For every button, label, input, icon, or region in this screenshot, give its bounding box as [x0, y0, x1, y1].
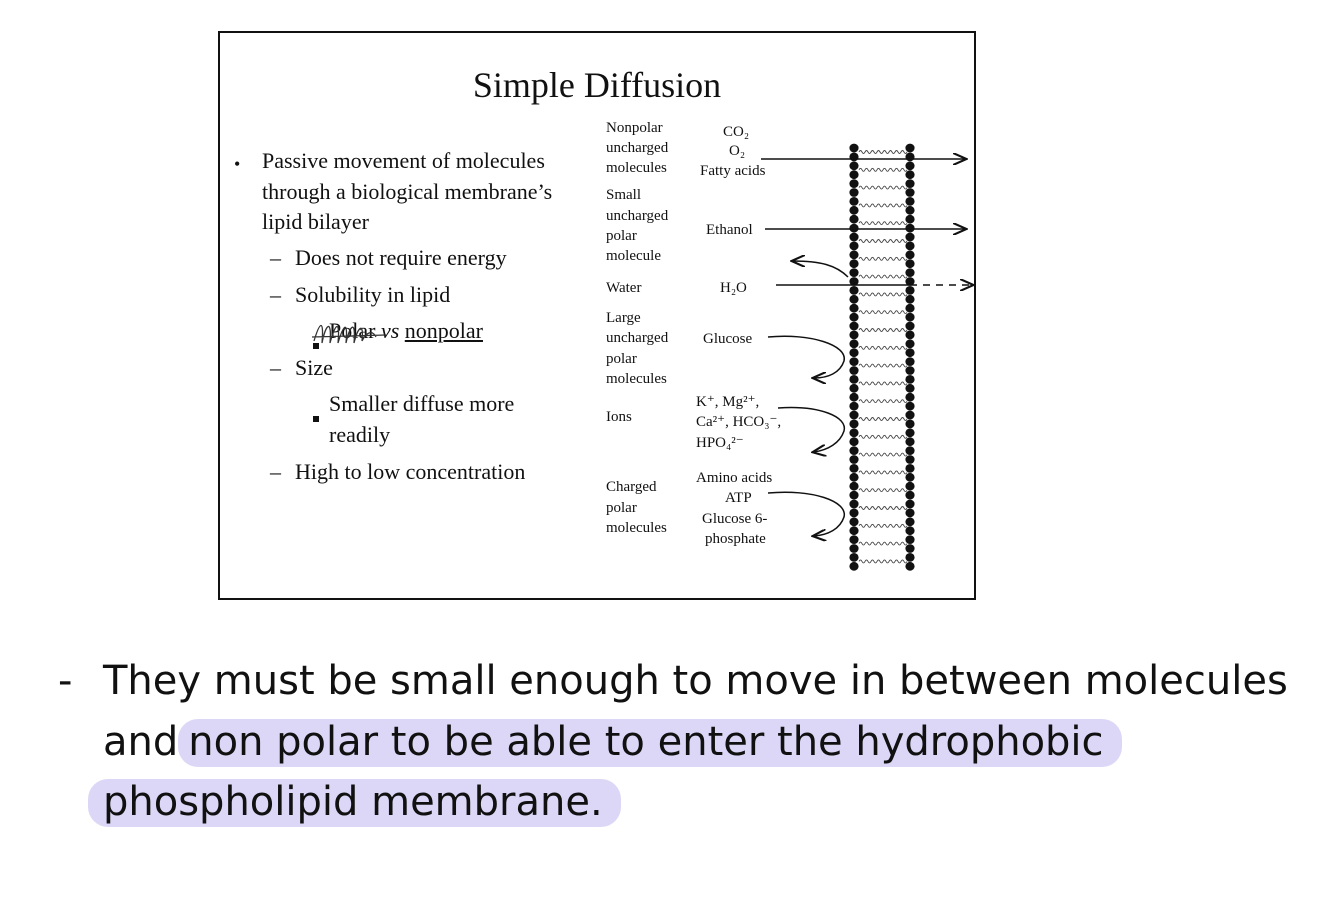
- phospholipid-head: [849, 161, 858, 170]
- phospholipid-head: [905, 535, 914, 544]
- arrow-blocked: [768, 336, 844, 378]
- phospholipid-tail: [859, 311, 907, 314]
- category-label: polar: [606, 228, 637, 244]
- phospholipid-tail: [859, 453, 907, 456]
- phospholipid-head: [905, 500, 914, 509]
- nonpolar-word: nonpolar: [404, 318, 483, 343]
- arrow-reflected: [793, 261, 848, 277]
- sub-bullet-text: Solubility in lipid: [295, 282, 451, 307]
- category-label: molecules: [606, 371, 667, 387]
- phospholipid-head: [849, 304, 858, 313]
- example-label: Glucose: [703, 331, 753, 347]
- phospholipid-head: [849, 268, 858, 277]
- phospholipid-head: [849, 224, 858, 233]
- phospholipid-head: [849, 553, 858, 562]
- category-label: molecules: [606, 520, 667, 536]
- phospholipid-head: [849, 144, 858, 153]
- phospholipid-head: [905, 313, 914, 322]
- sub-dash: –: [270, 282, 281, 307]
- phospholipid-head: [849, 153, 858, 162]
- phospholipid-head: [849, 491, 858, 500]
- note-highlight: phospholipid membrane.: [88, 779, 621, 827]
- sub-bullet-text: High to low concentration: [295, 459, 526, 484]
- phospholipid-head: [905, 259, 914, 268]
- phospholipid-head: [849, 437, 858, 446]
- phospholipid-head: [849, 526, 858, 535]
- phospholipid-head: [905, 509, 914, 518]
- subsub-bullet-text: readily: [329, 422, 391, 447]
- phospholipid-head: [849, 348, 858, 357]
- phospholipid-tail: [859, 435, 907, 438]
- category-label: Charged: [606, 479, 657, 495]
- phospholipid-head: [849, 170, 858, 179]
- category-label: Large: [606, 310, 641, 326]
- phospholipid-head: [905, 197, 914, 206]
- slide-title: Simple Diffusion: [472, 65, 722, 105]
- phospholipid-head: [849, 259, 858, 268]
- phospholipid-head: [905, 420, 914, 429]
- arrow-blocked: [778, 408, 844, 452]
- phospholipid-head: [905, 544, 914, 553]
- category-label: Ions: [606, 409, 632, 425]
- phospholipid-tail: [859, 542, 907, 545]
- phospholipid-head: [905, 526, 914, 535]
- category-label: Small: [606, 187, 642, 203]
- phospholipid-head: [849, 242, 858, 251]
- phospholipid-head: [905, 233, 914, 242]
- phospholipid-tail: [859, 240, 907, 243]
- phospholipid-head: [849, 446, 858, 455]
- category-label: molecules: [606, 160, 667, 176]
- phospholipid-head: [849, 384, 858, 393]
- phospholipid-head: [849, 562, 858, 571]
- phospholipid-head: [905, 206, 914, 215]
- phospholipid-head: [905, 517, 914, 526]
- note-line-2: [103, 712, 1122, 772]
- phospholipid-tail: [859, 382, 907, 385]
- phospholipid-head: [905, 411, 914, 420]
- phospholipid-head: [905, 473, 914, 482]
- phospholipid-head: [849, 420, 858, 429]
- phospholipid-head: [905, 384, 914, 393]
- example-label: K⁺, Mg²⁺,: [696, 394, 760, 410]
- phospholipid-head: [905, 268, 914, 277]
- sub-dash: –: [270, 245, 281, 270]
- example-label: ATP: [725, 490, 752, 506]
- phospholipid-head: [905, 153, 914, 162]
- category-label: polar: [606, 351, 637, 367]
- example-label: H₂O: [720, 280, 747, 296]
- phospholipid-head: [849, 411, 858, 420]
- phospholipid-head: [849, 473, 858, 482]
- example-label: HPO₄²⁻: [696, 435, 744, 451]
- phospholipid-head: [905, 375, 914, 384]
- phospholipid-tail: [859, 168, 907, 171]
- phospholipid-tail: [859, 524, 907, 527]
- phospholipid-head: [905, 295, 914, 304]
- note-line-3: [88, 772, 621, 832]
- example-label: O₂: [729, 143, 746, 159]
- note-plain-text: and: [103, 719, 179, 765]
- phospholipid-head: [905, 366, 914, 375]
- sub-bullet-text: Does not require energy: [295, 245, 507, 270]
- note-bullet: -: [58, 658, 73, 704]
- example-label: Glucose 6-: [702, 511, 768, 527]
- phospholipid-tail: [859, 204, 907, 207]
- example-label: Amino acids: [696, 470, 773, 486]
- polar-word: Polar: [329, 318, 376, 343]
- phospholipid-head: [849, 322, 858, 331]
- phospholipid-head: [905, 179, 914, 188]
- phospholipid-head: [849, 544, 858, 553]
- phospholipid-tail: [859, 471, 907, 474]
- phospholipid-head: [905, 562, 914, 571]
- phospholipid-head: [905, 464, 914, 473]
- example-label: Ca²⁺, HCO₃⁻,: [696, 414, 782, 430]
- phospholipid-head: [905, 402, 914, 411]
- phospholipid-head: [849, 455, 858, 464]
- phospholipid-tail: [859, 275, 907, 278]
- category-label: uncharged: [606, 330, 669, 346]
- phospholipid-tail: [859, 151, 907, 154]
- arrow-blocked: [768, 492, 844, 536]
- phospholipid-head: [849, 464, 858, 473]
- phospholipid-head: [905, 393, 914, 402]
- subsub-bullet-text: Smaller diffuse more: [329, 391, 515, 416]
- sub-bullet-text: Size: [295, 355, 333, 380]
- phospholipid-head: [905, 446, 914, 455]
- phospholipid-head: [849, 517, 858, 526]
- phospholipid-head: [849, 188, 858, 197]
- category-label: uncharged: [606, 140, 669, 156]
- phospholipid-head: [849, 509, 858, 518]
- phospholipid-tail: [859, 257, 907, 260]
- phospholipid-head: [849, 428, 858, 437]
- note-highlight: non polar to be able to enter the hydrophobic: [178, 719, 1121, 767]
- phospholipid-head: [905, 348, 914, 357]
- phospholipid-head: [905, 224, 914, 233]
- phospholipid-head: [905, 491, 914, 500]
- phospholipid-head: [905, 455, 914, 464]
- phospholipid-head: [849, 366, 858, 375]
- phospholipid-head: [849, 215, 858, 224]
- category-label: molecule: [606, 248, 661, 264]
- phospholipid-head: [905, 170, 914, 179]
- category-label: Water: [606, 280, 642, 296]
- phospholipid-tail: [859, 222, 907, 225]
- category-label: Nonpolar: [606, 120, 663, 136]
- phospholipid-head: [849, 482, 858, 491]
- note-line-1: They must be small enough to move in between molecules: [103, 658, 1288, 704]
- phospholipid-head: [849, 295, 858, 304]
- phospholipid-head: [905, 437, 914, 446]
- phospholipid-head: [849, 393, 858, 402]
- phospholipid-head: [905, 357, 914, 366]
- phospholipid-tail: [859, 489, 907, 492]
- phospholipid-head: [905, 553, 914, 562]
- phospholipid-head: [849, 331, 858, 340]
- phospholipid-head: [849, 402, 858, 411]
- example-label: CO₂: [723, 124, 750, 140]
- sub-dash: –: [270, 459, 281, 484]
- phospholipid-head: [849, 313, 858, 322]
- phospholipid-head: [849, 250, 858, 259]
- phospholipid-tail: [859, 418, 907, 421]
- phospholipid-head: [905, 331, 914, 340]
- phospholipid-head: [905, 304, 914, 313]
- phospholipid-tail: [859, 329, 907, 332]
- phospholipid-tail: [859, 364, 907, 367]
- vs-word: vs: [380, 318, 400, 343]
- phospholipid-head: [849, 206, 858, 215]
- example-label: phosphate: [705, 531, 766, 547]
- phospholipid-head: [849, 233, 858, 242]
- phospholipid-head: [905, 188, 914, 197]
- phospholipid-head: [905, 322, 914, 331]
- phospholipid-head: [849, 286, 858, 295]
- bullet-text: lipid bilayer: [262, 209, 369, 234]
- phospholipid-head: [849, 197, 858, 206]
- lipid-bilayer: [849, 144, 914, 571]
- phospholipid-head: [905, 250, 914, 259]
- phospholipid-tail: [859, 507, 907, 510]
- phospholipid-tail: [859, 560, 907, 563]
- phospholipid-head: [849, 535, 858, 544]
- phospholipid-head: [905, 242, 914, 251]
- slide: [218, 31, 976, 600]
- phospholipid-head: [849, 375, 858, 384]
- phospholipid-head: [905, 144, 914, 153]
- bullet-text: through a biological membrane’s: [262, 179, 553, 204]
- phospholipid-head: [905, 215, 914, 224]
- phospholipid-tail: [859, 346, 907, 349]
- phospholipid-tail: [859, 293, 907, 296]
- phospholipid-head: [849, 357, 858, 366]
- example-label: Ethanol: [706, 222, 753, 238]
- membrane-diagram: [220, 33, 978, 602]
- category-label: uncharged: [606, 208, 669, 224]
- phospholipid-tail: [859, 186, 907, 189]
- phospholipid-head: [849, 179, 858, 188]
- example-label: Fatty acids: [700, 163, 766, 179]
- category-label: polar: [606, 500, 637, 516]
- bullet-dot: •: [234, 154, 241, 174]
- phospholipid-head: [849, 500, 858, 509]
- phospholipid-head: [849, 339, 858, 348]
- bullet-text: Passive movement of molecules: [262, 148, 545, 173]
- phospholipid-head: [905, 339, 914, 348]
- phospholipid-head: [905, 286, 914, 295]
- phospholipid-head: [905, 161, 914, 170]
- sub-dash: –: [270, 355, 281, 380]
- phospholipid-head: [905, 482, 914, 491]
- phospholipid-head: [905, 428, 914, 437]
- phospholipid-tail: [859, 400, 907, 403]
